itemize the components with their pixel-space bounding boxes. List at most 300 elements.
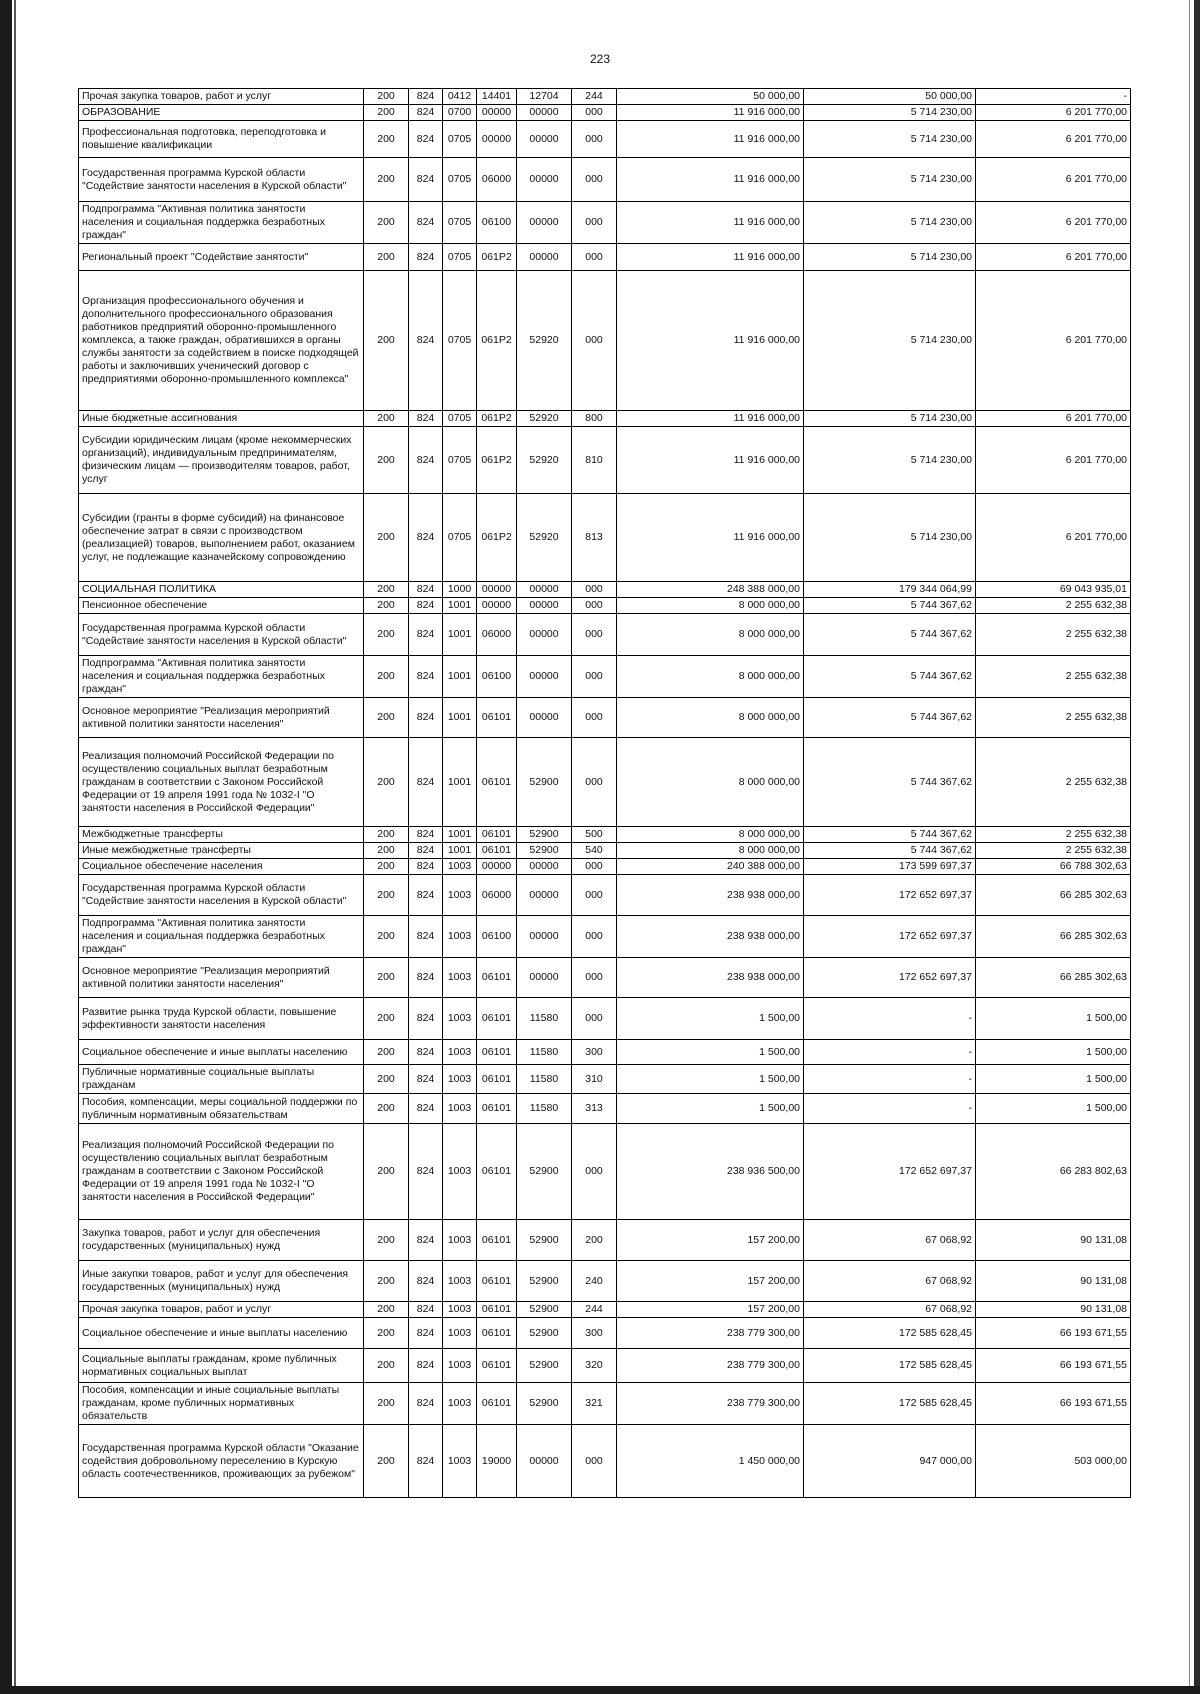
row-name: Подпрограмма "Активная политика занятости населения и социальная поддержка безработных граждан": [79, 916, 364, 958]
col-prog: 06101: [477, 698, 517, 738]
col-grbs: 200: [364, 494, 409, 582]
row-name: Пособия, компенсации, меры социальной поддержки по публичным нормативным обязательствам: [79, 1094, 364, 1124]
amount-exec: 5 714 230,00: [804, 244, 976, 271]
col-razdel: 0705: [443, 411, 477, 427]
col-ved: 824: [409, 827, 443, 843]
col-ved: 824: [409, 998, 443, 1040]
amount-plan: 11 916 000,00: [617, 158, 804, 202]
scan-edge-right-line: [1189, 0, 1190, 1694]
col-grbs: 200: [364, 1040, 409, 1065]
col-napr: 00000: [517, 916, 572, 958]
amount-rest: 6 201 770,00: [976, 411, 1131, 427]
col-napr: 52900: [517, 1124, 572, 1220]
col-napr: 11580: [517, 1065, 572, 1094]
scan-edge-bottom: [0, 1686, 1200, 1694]
col-ved: 824: [409, 843, 443, 859]
row-name: Публичные нормативные социальные выплаты гражданам: [79, 1065, 364, 1094]
amount-plan: 1 500,00: [617, 1040, 804, 1065]
table-row: [79, 875, 1131, 916]
col-grbs: 200: [364, 202, 409, 244]
table-row: [79, 998, 1131, 1040]
row-name: Социальное обеспечение и иные выплаты населению: [79, 1318, 364, 1349]
scan-edge-right: [1194, 0, 1200, 1694]
budget-table: [78, 88, 1131, 1498]
col-grbs: 200: [364, 121, 409, 158]
col-ved: 824: [409, 875, 443, 916]
col-ved: 824: [409, 859, 443, 875]
amount-exec: 5 744 367,62: [804, 738, 976, 827]
scan-edge-left-line: [14, 0, 16, 1694]
col-prog: 06000: [477, 614, 517, 656]
amount-exec: 172 585 628,45: [804, 1318, 976, 1349]
table-row: [79, 202, 1131, 244]
col-vr: 320: [572, 1349, 617, 1383]
amount-exec: 5 744 367,62: [804, 598, 976, 614]
col-grbs: 200: [364, 1425, 409, 1498]
col-vr: 000: [572, 698, 617, 738]
amount-plan: 11 916 000,00: [617, 121, 804, 158]
row-name: СОЦИАЛЬНАЯ ПОЛИТИКА: [79, 582, 364, 598]
col-razdel: 1003: [443, 1318, 477, 1349]
col-prog: 06101: [477, 1124, 517, 1220]
amount-plan: 157 200,00: [617, 1220, 804, 1261]
col-vr: 000: [572, 598, 617, 614]
col-ved: 824: [409, 958, 443, 998]
amount-exec: 179 344 064,99: [804, 582, 976, 598]
col-ved: 824: [409, 1302, 443, 1318]
amount-exec: 5 744 367,62: [804, 656, 976, 698]
table-row: [79, 843, 1131, 859]
col-razdel: 1003: [443, 998, 477, 1040]
col-ved: 824: [409, 1094, 443, 1124]
col-vr: 000: [572, 271, 617, 411]
amount-plan: 8 000 000,00: [617, 598, 804, 614]
col-napr: 00000: [517, 614, 572, 656]
amount-plan: 8 000 000,00: [617, 738, 804, 827]
col-napr: 00000: [517, 582, 572, 598]
col-vr: 500: [572, 827, 617, 843]
col-vr: 000: [572, 202, 617, 244]
amount-rest: 1 500,00: [976, 1040, 1131, 1065]
amount-exec: 5 714 230,00: [804, 202, 976, 244]
col-napr: 52920: [517, 494, 572, 582]
table-row: [79, 89, 1131, 105]
table-row: [79, 1425, 1131, 1498]
amount-plan: 8 000 000,00: [617, 614, 804, 656]
amount-exec: 5 744 367,62: [804, 614, 976, 656]
amount-rest: 2 255 632,38: [976, 656, 1131, 698]
amount-rest: 6 201 770,00: [976, 244, 1131, 271]
col-napr: 00000: [517, 105, 572, 121]
amount-rest: 66 285 302,63: [976, 958, 1131, 998]
table-row: [79, 916, 1131, 958]
col-prog: 06100: [477, 656, 517, 698]
table-row: [79, 1318, 1131, 1349]
col-ved: 824: [409, 1065, 443, 1094]
col-prog: 00000: [477, 859, 517, 875]
col-grbs: 200: [364, 1220, 409, 1261]
amount-exec: 5 744 367,62: [804, 827, 976, 843]
col-vr: 313: [572, 1094, 617, 1124]
amount-plan: 1 500,00: [617, 1094, 804, 1124]
amount-rest: 66 193 671,55: [976, 1318, 1131, 1349]
col-razdel: 1003: [443, 1220, 477, 1261]
row-name: Реализация полномочий Российской Федерации по осуществлению социальных выплат безработным гражданам в соответствии с Законом Российской Федерации от 19 апреля 1991 года № 1032-I "О занятости населения в Российской Федерации": [79, 1124, 364, 1220]
amount-plan: 8 000 000,00: [617, 698, 804, 738]
amount-rest: 66 285 302,63: [976, 875, 1131, 916]
col-grbs: 200: [364, 582, 409, 598]
row-name: Межбюджетные трансферты: [79, 827, 364, 843]
amount-plan: 238 938 000,00: [617, 958, 804, 998]
col-ved: 824: [409, 738, 443, 827]
col-napr: 00000: [517, 875, 572, 916]
row-name: Иные закупки товаров, работ и услуг для обеспечения государственных (муниципальных) нужд: [79, 1261, 364, 1302]
amount-plan: 238 779 300,00: [617, 1383, 804, 1425]
col-grbs: 200: [364, 958, 409, 998]
col-ved: 824: [409, 121, 443, 158]
col-ved: 824: [409, 698, 443, 738]
col-prog: 06101: [477, 1383, 517, 1425]
amount-exec: 67 068,92: [804, 1302, 976, 1318]
amount-rest: 90 131,08: [976, 1302, 1131, 1318]
table-row: [79, 1040, 1131, 1065]
col-grbs: 200: [364, 1124, 409, 1220]
col-prog: 06101: [477, 843, 517, 859]
row-name: Развитие рынка труда Курской области, повышение эффективности занятости населения: [79, 998, 364, 1040]
amount-exec: 5 714 230,00: [804, 121, 976, 158]
col-vr: 000: [572, 998, 617, 1040]
amount-rest: 6 201 770,00: [976, 202, 1131, 244]
col-napr: 52920: [517, 427, 572, 494]
col-napr: 00000: [517, 202, 572, 244]
col-prog: 06101: [477, 827, 517, 843]
amount-exec: 172 585 628,45: [804, 1349, 976, 1383]
col-prog: 06101: [477, 1065, 517, 1094]
col-ved: 824: [409, 89, 443, 105]
col-razdel: 0705: [443, 158, 477, 202]
col-vr: 240: [572, 1261, 617, 1302]
amount-plan: 248 388 000,00: [617, 582, 804, 598]
row-name: Государственная программа Курской области "Содействие занятости населения в Курской области": [79, 614, 364, 656]
col-napr: 00000: [517, 1425, 572, 1498]
col-grbs: 200: [364, 1302, 409, 1318]
col-grbs: 200: [364, 1318, 409, 1349]
amount-rest: 66 193 671,55: [976, 1383, 1131, 1425]
table-row: [79, 598, 1131, 614]
col-grbs: 200: [364, 827, 409, 843]
col-napr: 00000: [517, 859, 572, 875]
col-grbs: 200: [364, 411, 409, 427]
col-napr: 00000: [517, 158, 572, 202]
col-ved: 824: [409, 244, 443, 271]
amount-plan: 238 938 000,00: [617, 916, 804, 958]
row-name: Государственная программа Курской области "Содействие занятости населения в Курской области": [79, 875, 364, 916]
row-name: Социальные выплаты гражданам, кроме публичных нормативных социальных выплат: [79, 1349, 364, 1383]
col-razdel: 1003: [443, 1383, 477, 1425]
amount-exec: 50 000,00: [804, 89, 976, 105]
row-name: Организация профессионального обучения и дополнительного профессионального образования работников предприятий оборонно-промышленного комплекса, а также граждан, обратившихся в органы службы занятости за содействием в поиске подходящей работы и заключивших ученический договор с предприятиями оборонно-промышленного комплекса": [79, 271, 364, 411]
col-ved: 824: [409, 1261, 443, 1302]
scan-edge-left: [0, 0, 12, 1694]
col-grbs: 200: [364, 89, 409, 105]
amount-exec: -: [804, 1040, 976, 1065]
amount-exec: 5 714 230,00: [804, 494, 976, 582]
page-number: 223: [589, 52, 611, 66]
col-vr: 300: [572, 1318, 617, 1349]
amount-exec: -: [804, 1094, 976, 1124]
col-razdel: 1003: [443, 1425, 477, 1498]
amount-rest: 90 131,08: [976, 1220, 1131, 1261]
col-vr: 810: [572, 427, 617, 494]
amount-rest: 2 255 632,38: [976, 843, 1131, 859]
amount-rest: 503 000,00: [976, 1425, 1131, 1498]
col-ved: 824: [409, 1425, 443, 1498]
amount-rest: 2 255 632,38: [976, 614, 1131, 656]
col-grbs: 200: [364, 158, 409, 202]
col-razdel: 1003: [443, 916, 477, 958]
col-prog: 06100: [477, 202, 517, 244]
col-napr: 52900: [517, 1383, 572, 1425]
col-prog: 06101: [477, 1349, 517, 1383]
table-row: [79, 1261, 1131, 1302]
row-name: Основное мероприятие "Реализация мероприятий активной политики занятости населения": [79, 698, 364, 738]
col-vr: 000: [572, 859, 617, 875]
col-razdel: 0705: [443, 202, 477, 244]
amount-plan: 8 000 000,00: [617, 656, 804, 698]
col-grbs: 200: [364, 859, 409, 875]
col-ved: 824: [409, 656, 443, 698]
table-row: [79, 614, 1131, 656]
col-prog: 06101: [477, 738, 517, 827]
col-prog: 00000: [477, 598, 517, 614]
col-grbs: 200: [364, 105, 409, 121]
table-row: [79, 271, 1131, 411]
row-name: Пособия, компенсации и иные социальные выплаты гражданам, кроме публичных нормативных обязательств: [79, 1383, 364, 1425]
amount-plan: 240 388 000,00: [617, 859, 804, 875]
amount-plan: 8 000 000,00: [617, 843, 804, 859]
amount-exec: 5 714 230,00: [804, 271, 976, 411]
table-row: [79, 158, 1131, 202]
amount-plan: 157 200,00: [617, 1302, 804, 1318]
col-vr: 000: [572, 656, 617, 698]
col-prog: 06101: [477, 1318, 517, 1349]
amount-plan: 11 916 000,00: [617, 244, 804, 271]
col-razdel: 1001: [443, 656, 477, 698]
col-prog: 06101: [477, 1094, 517, 1124]
amount-exec: 172 652 697,37: [804, 916, 976, 958]
row-name: Иные межбюджетные трансферты: [79, 843, 364, 859]
amount-exec: -: [804, 998, 976, 1040]
col-grbs: 200: [364, 998, 409, 1040]
col-grbs: 200: [364, 738, 409, 827]
col-napr: 00000: [517, 121, 572, 158]
amount-exec: 5 714 230,00: [804, 427, 976, 494]
col-grbs: 200: [364, 427, 409, 494]
amount-exec: 5 744 367,62: [804, 698, 976, 738]
col-napr: 11580: [517, 998, 572, 1040]
col-prog: 06000: [477, 875, 517, 916]
col-prog: 06101: [477, 1040, 517, 1065]
col-ved: 824: [409, 582, 443, 598]
col-grbs: 200: [364, 875, 409, 916]
col-grbs: 200: [364, 698, 409, 738]
row-name: ОБРАЗОВАНИЕ: [79, 105, 364, 121]
col-vr: 540: [572, 843, 617, 859]
col-vr: 000: [572, 158, 617, 202]
col-ved: 824: [409, 105, 443, 121]
amount-rest: -: [976, 89, 1131, 105]
table-row: [79, 582, 1131, 598]
amount-rest: 2 255 632,38: [976, 827, 1131, 843]
table-row: [79, 1302, 1131, 1318]
col-razdel: 1003: [443, 1302, 477, 1318]
col-prog: 061P2: [477, 244, 517, 271]
col-vr: 244: [572, 89, 617, 105]
col-vr: 000: [572, 738, 617, 827]
col-napr: 52900: [517, 1349, 572, 1383]
table-row: [79, 105, 1131, 121]
amount-rest: 6 201 770,00: [976, 121, 1131, 158]
table-row: [79, 859, 1131, 875]
col-prog: 06101: [477, 1302, 517, 1318]
col-ved: 824: [409, 598, 443, 614]
amount-rest: 2 255 632,38: [976, 698, 1131, 738]
table-row: [79, 494, 1131, 582]
col-grbs: 200: [364, 614, 409, 656]
table-row: [79, 827, 1131, 843]
amount-exec: 172 652 697,37: [804, 958, 976, 998]
col-vr: 000: [572, 614, 617, 656]
col-ved: 824: [409, 427, 443, 494]
amount-exec: 5 714 230,00: [804, 411, 976, 427]
table-row: [79, 121, 1131, 158]
col-prog: 19000: [477, 1425, 517, 1498]
col-grbs: 200: [364, 656, 409, 698]
amount-rest: 69 043 935,01: [976, 582, 1131, 598]
col-prog: 061P2: [477, 427, 517, 494]
col-ved: 824: [409, 614, 443, 656]
col-razdel: 1003: [443, 1094, 477, 1124]
col-ved: 824: [409, 1383, 443, 1425]
amount-plan: 238 779 300,00: [617, 1349, 804, 1383]
table-row: [79, 244, 1131, 271]
col-ved: 824: [409, 271, 443, 411]
row-name: Иные бюджетные ассигнования: [79, 411, 364, 427]
row-name: Социальное обеспечение населения: [79, 859, 364, 875]
amount-exec: -: [804, 1065, 976, 1094]
col-vr: 000: [572, 1124, 617, 1220]
col-vr: 000: [572, 958, 617, 998]
col-napr: 00000: [517, 656, 572, 698]
amount-rest: 6 201 770,00: [976, 427, 1131, 494]
amount-plan: 157 200,00: [617, 1261, 804, 1302]
col-razdel: 0412: [443, 89, 477, 105]
col-vr: 244: [572, 1302, 617, 1318]
col-vr: 310: [572, 1065, 617, 1094]
row-name: Субсидии (гранты в форме субсидий) на финансовое обеспечение затрат в связи с производством (реализацией) товаров, выполнением работ, оказанием услуг, не подлежащие казначейскому сопровождению: [79, 494, 364, 582]
col-grbs: 200: [364, 1094, 409, 1124]
amount-plan: 238 779 300,00: [617, 1318, 804, 1349]
col-prog: 061P2: [477, 271, 517, 411]
amount-rest: 66 285 302,63: [976, 916, 1131, 958]
col-napr: 11580: [517, 1094, 572, 1124]
col-napr: 52900: [517, 827, 572, 843]
table-row: [79, 1065, 1131, 1094]
col-prog: 14401: [477, 89, 517, 105]
row-name: Субсидии юридическим лицам (кроме некоммерческих организаций), индивидуальным предпринимателям, физическим лицам — производителям товаров, работ, услуг: [79, 427, 364, 494]
amount-plan: 11 916 000,00: [617, 105, 804, 121]
amount-rest: 66 788 302,63: [976, 859, 1131, 875]
col-vr: 000: [572, 916, 617, 958]
col-napr: 52920: [517, 411, 572, 427]
amount-exec: 947 000,00: [804, 1425, 976, 1498]
col-grbs: 200: [364, 1261, 409, 1302]
amount-plan: 50 000,00: [617, 89, 804, 105]
col-grbs: 200: [364, 244, 409, 271]
row-name: Государственная программа Курской области "Содействие занятости населения в Курской области": [79, 158, 364, 202]
col-prog: 061P2: [477, 494, 517, 582]
col-napr: 00000: [517, 958, 572, 998]
amount-rest: 6 201 770,00: [976, 494, 1131, 582]
col-grbs: 200: [364, 1383, 409, 1425]
amount-exec: 172 585 628,45: [804, 1383, 976, 1425]
amount-exec: 5 744 367,62: [804, 843, 976, 859]
amount-exec: 172 652 697,37: [804, 1124, 976, 1220]
col-vr: 000: [572, 875, 617, 916]
col-napr: 52900: [517, 1318, 572, 1349]
col-grbs: 200: [364, 1349, 409, 1383]
table-row: [79, 1094, 1131, 1124]
col-ved: 824: [409, 916, 443, 958]
amount-rest: 66 283 802,63: [976, 1124, 1131, 1220]
col-ved: 824: [409, 202, 443, 244]
col-razdel: 1003: [443, 875, 477, 916]
row-name: Социальное обеспечение и иные выплаты населению: [79, 1040, 364, 1065]
amount-rest: 2 255 632,38: [976, 598, 1131, 614]
amount-plan: 238 936 500,00: [617, 1124, 804, 1220]
col-prog: 00000: [477, 121, 517, 158]
amount-exec: 67 068,92: [804, 1261, 976, 1302]
table-row: [79, 698, 1131, 738]
amount-exec: 5 714 230,00: [804, 158, 976, 202]
col-razdel: 0705: [443, 494, 477, 582]
col-razdel: 0705: [443, 427, 477, 494]
amount-plan: 11 916 000,00: [617, 427, 804, 494]
table-row: [79, 1383, 1131, 1425]
col-ved: 824: [409, 1124, 443, 1220]
amount-exec: 173 599 697,37: [804, 859, 976, 875]
table-row: [79, 958, 1131, 998]
amount-rest: 66 193 671,55: [976, 1349, 1131, 1383]
col-prog: 06100: [477, 916, 517, 958]
amount-plan: 1 500,00: [617, 1065, 804, 1094]
amount-plan: 11 916 000,00: [617, 271, 804, 411]
col-vr: 200: [572, 1220, 617, 1261]
col-grbs: 200: [364, 916, 409, 958]
col-prog: 06101: [477, 1220, 517, 1261]
col-grbs: 200: [364, 598, 409, 614]
col-prog: 06101: [477, 958, 517, 998]
row-name: Региональный проект "Содействие занятости": [79, 244, 364, 271]
col-napr: 52900: [517, 1220, 572, 1261]
row-name: Закупка товаров, работ и услуг для обеспечения государственных (муниципальных) нужд: [79, 1220, 364, 1261]
col-razdel: 1001: [443, 598, 477, 614]
col-ved: 824: [409, 1349, 443, 1383]
amount-rest: 2 255 632,38: [976, 738, 1131, 827]
row-name: Прочая закупка товаров, работ и услуг: [79, 1302, 364, 1318]
table-row: [79, 656, 1131, 698]
col-ved: 824: [409, 1318, 443, 1349]
